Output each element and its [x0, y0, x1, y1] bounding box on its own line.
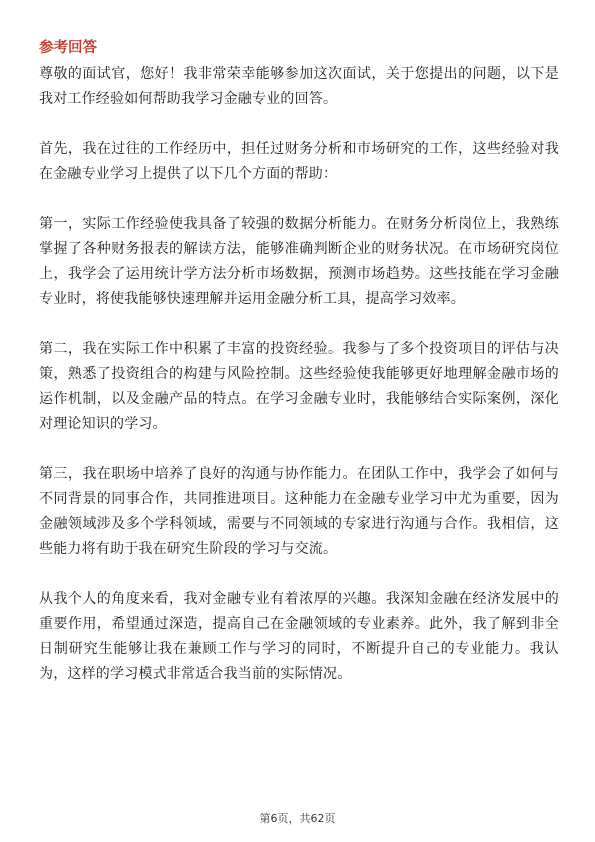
paragraph-first-overview: 首先，我在过往的工作经历中，担任过财务分析和市场研究的工作，这些经验对我在金融专业学习上提供了以下几个方面的帮助： [39, 141, 559, 182]
answer-body [39, 62, 559, 712]
section-heading: 参考回答 [39, 40, 97, 56]
paragraph-point-two: 第二，我在实际工作中积累了丰富的投资经验。我参与了多个投资项目的评估与决策，熟悉了投资组合的构建与风险控制。这些经验使我能够更好地理解金融市场的运作机制，以及金融产品的特点。在学习金融专业时，我能够结合实际案例，深化对理论知识的学习。 [39, 341, 559, 432]
paragraph-intro: 尊敬的面试官，您好！我非常荣幸能够参加这次面试，关于您提出的问题，以下是我对工作经验如何帮助我学习金融专业的回答。 [39, 66, 559, 107]
paragraph-personal-view: 从我个人的角度来看，我对金融专业有着浓厚的兴趣。我深知金融在经济发展中的重要作用，希望通过深造，提高自己在金融领域的专业素养。此外，我了解到非全日制研究生能够让我在兼顾工作与学习的同时，不断提升自己的专业能力。我认为，这样的学习模式非常适合我当前的实际情况。 [39, 591, 559, 682]
paragraph-point-one: 第一，实际工作经验使我具备了较强的数据分析能力。在财务分析岗位上，我熟练掌握了各种财务报表的解读方法，能够准确判断企业的财务状况。在市场研究岗位上，我学会了运用统计学方法分析市场数据，预测市场趋势。这些技能在学习金融专业时，将使我能够快速理解并运用金融分析工具，提高学习效率。 [39, 216, 559, 307]
page-number-footer: 第6页，共62页 [259, 812, 336, 825]
paragraph-point-three: 第三，我在职场中培养了良好的沟通与协作能力。在团队工作中，我学会了如何与不同背景的同事合作，共同推进项目。这种能力在金融专业学习中尤为重要，因为金融领域涉及多个学科领域，需要与不同领域的专家进行沟通与合作。我相信，这些能力将有助于我在研究生阶段的学习与交流。 [39, 466, 559, 557]
